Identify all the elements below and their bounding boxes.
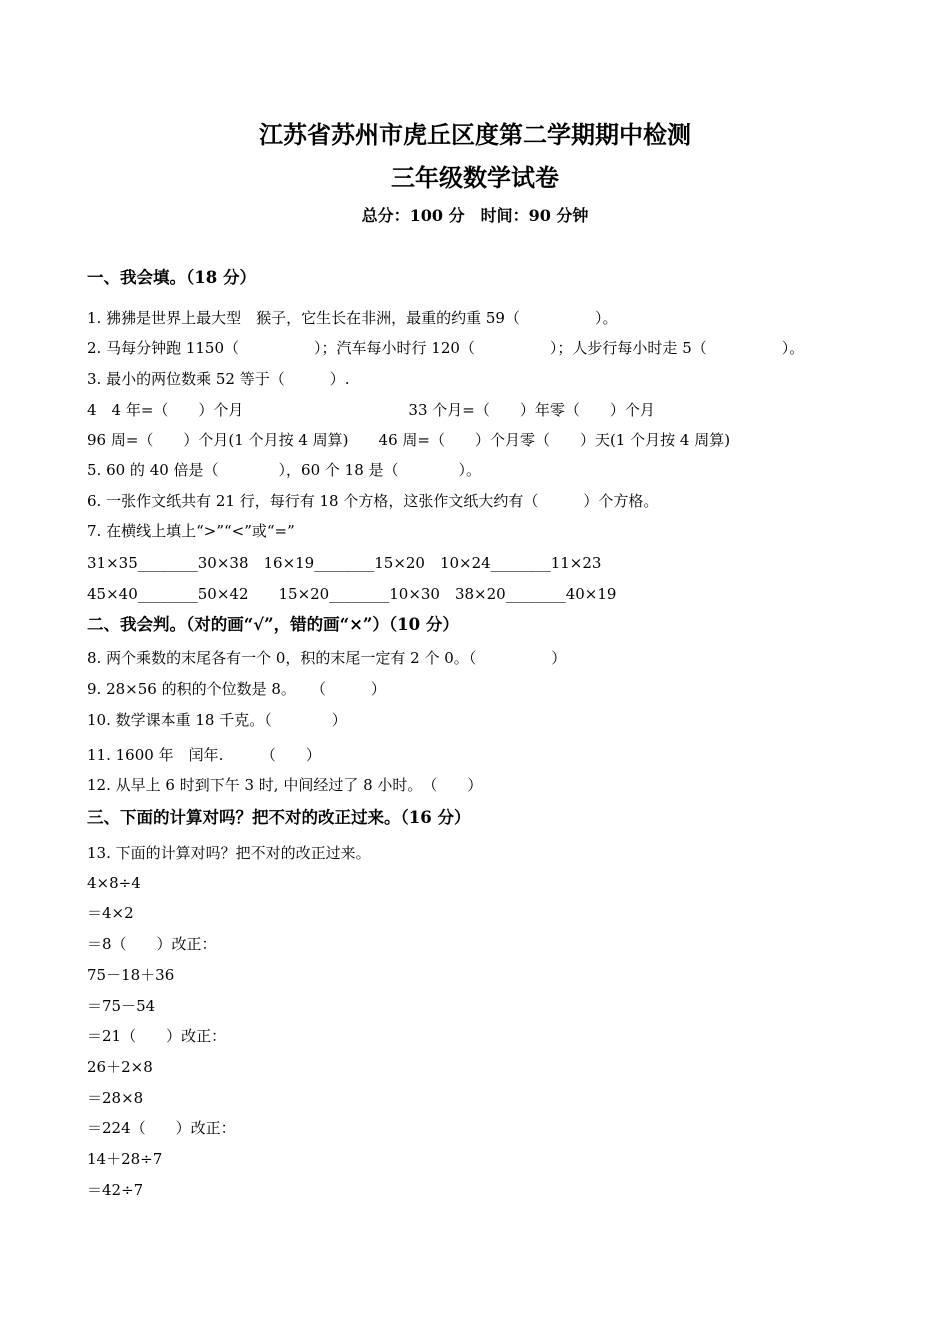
- question-7-row-2: 45×40________50×42 15×20________10×30 38×20________40×19: [87, 585, 617, 603]
- question-13: 13. 下面的计算对吗？把不对的改正过来。: [87, 844, 371, 862]
- question-3: 3. 最小的两位数乘 52 等于（ ）.: [87, 370, 350, 388]
- question-4a: 4 4 年=（ ）个月 33 个月=（ ）年零（ ）个月: [87, 401, 655, 419]
- calc-line: ＝21（ ）改正：: [87, 1027, 227, 1045]
- exam-title: 江苏省苏州市虎丘区度第二学期期中检测: [259, 120, 691, 149]
- question-1: 1. 狒狒是世界上最大型 猴子，它生长在非洲，最重的约重 59（ ）。: [87, 309, 618, 327]
- question-10: 10. 数学课本重 18 千克。（ ）: [87, 711, 347, 729]
- calc-line: ＝28×8: [87, 1089, 144, 1107]
- exam-meta: 总分：100 分 时间：90 分钟: [361, 206, 589, 225]
- calc-line: ＝8（ ）改正：: [87, 935, 217, 953]
- calc-line: ＝4×2: [87, 904, 134, 922]
- calc-line: 75－18＋36: [87, 966, 175, 984]
- calc-line: 14＋28÷7: [87, 1150, 163, 1168]
- question-7: 7. 在横线上填上“>”“<”或“=”: [87, 522, 295, 540]
- question-7-row-1: 31×35________30×38 16×19________15×20 10×24________11×23: [87, 554, 602, 572]
- question-4b: 96 周=（ ）个月(1 个月按 4 周算) 46 周=（ ）个月零（ ）天(1 个月按 4 周算): [87, 431, 731, 449]
- section-3-heading: 三、下面的计算对吗？把不对的改正过来。（16 分）: [87, 808, 471, 827]
- question-8: 8. 两个乘数的末尾各有一个 0，积的末尾一定有 2 个 0。（ ）: [87, 649, 567, 667]
- calc-line: 4×8÷4: [87, 874, 141, 892]
- calc-line: ＝75－54: [87, 997, 156, 1015]
- calc-line: ＝42÷7: [87, 1181, 144, 1199]
- section-1-heading: 一、我会填。（18 分）: [87, 268, 256, 287]
- exam-subtitle: 三年级数学试卷: [391, 163, 559, 192]
- calc-line: ＝224（ ）改正：: [87, 1119, 236, 1137]
- question-12: 12. 从早上 6 时到下午 3 时, 中间经过了 8 小时。 （ ）: [87, 776, 483, 794]
- question-9: 9. 28×56 的积的个位数是 8。 （ ）: [87, 680, 386, 698]
- question-2: 2. 马每分钟跑 1150（ ）；汽车每小时行 120（ ）；人步行每小时走 5（ ）。: [87, 339, 805, 357]
- question-11: 11. 1600 年 闰年. （ ）: [87, 746, 321, 764]
- section-2-heading: 二、我会判。（对的画“√”，错的画“×”）（10 分）: [87, 615, 459, 634]
- question-6: 6. 一张作文纸共有 21 行，每行有 18 个方格，这张作文纸大约有（ ）个方格。: [87, 492, 659, 510]
- calc-line: 26＋2×8: [87, 1058, 153, 1076]
- question-5: 5. 60 的 40 倍是（ ），60 个 18 是（ ）。: [87, 461, 482, 479]
